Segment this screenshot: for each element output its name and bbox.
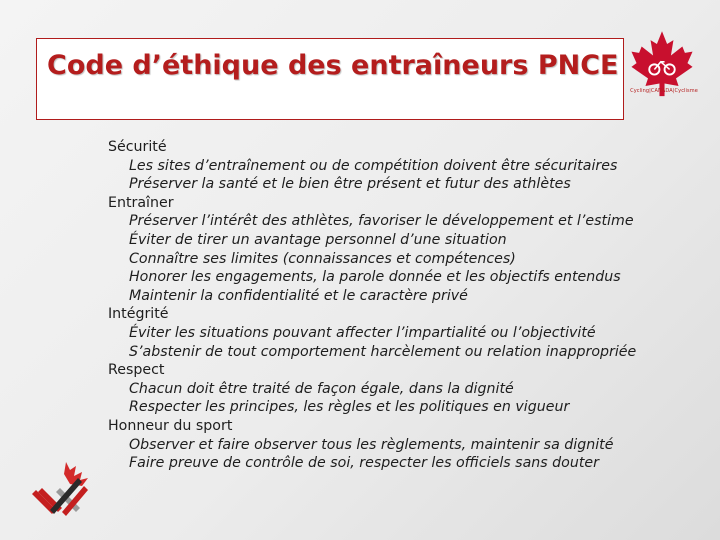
list-item: S’abstenir de tout comportement harcèlement ou relation inappropriée (129, 343, 637, 360)
list-item: Observer et faire observer tous les règlements, maintenir sa dignité (129, 436, 614, 453)
list-item: Préserver la santé et le bien être présent et futur des athlètes (129, 176, 571, 193)
content-list (108, 138, 708, 473)
list-item: Connaître ses limites (connaissances et compétences) (129, 250, 516, 267)
section-heading: Intégrité (108, 306, 169, 323)
list-item: Éviter de tirer un avantage personnel d’une situation (129, 231, 507, 248)
section-heading: Sécurité (108, 139, 167, 155)
list-item: Honorer les engagements, la parole donnée et les objectifs entendus (129, 269, 621, 286)
list-item: Les sites d’entraînement ou de compétition doivent être sécuritaires (129, 157, 618, 174)
title-box (36, 38, 624, 120)
section-heading: Respect (108, 362, 165, 379)
coaching-logo-icon (30, 460, 92, 522)
list-item: Éviter les situations pouvant affecter l’impartialité ou l’objectivité (129, 324, 596, 341)
list-item: Respecter les principes, les règles et les politiques en vigueur (129, 399, 570, 416)
list-item: Chacun doit être traité de façon égale, dans la dignité (129, 380, 514, 397)
list-item: Maintenir la confidentialité et le caractère privé (129, 287, 468, 304)
list-item: Préserver l’intérêt des athlètes, favoriser le développement et l’estime (129, 213, 634, 230)
page-title: Code d’éthique des entraîneurs PNCE (47, 50, 619, 81)
list-item: Faire preuve de contrôle de soi, respecter les officiels sans douter (129, 455, 599, 472)
section-heading: Honneur du sport (108, 417, 233, 434)
logo-caption: Cycling|CANADA|Cyclisme (630, 88, 698, 94)
section-heading: Entraîner (108, 194, 174, 211)
